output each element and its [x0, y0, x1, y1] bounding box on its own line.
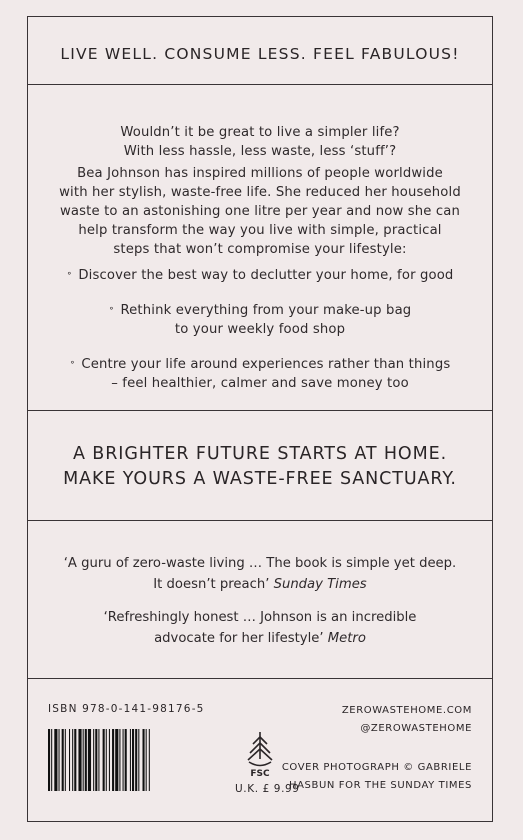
back-cover-frame [27, 16, 493, 822]
bullet-item [28, 300, 492, 339]
barcode-bar [132, 729, 134, 791]
social-handle[interactable]: @ZEROWASTEHOME [360, 723, 472, 734]
barcode-bar [69, 729, 70, 791]
barcode-bar [74, 729, 76, 791]
barcode-bar [51, 729, 52, 791]
quote-source: Metro [327, 631, 366, 646]
barcode-bar [115, 729, 118, 791]
barcode-bar [143, 729, 145, 791]
contact-links [342, 702, 472, 738]
description-paragraph [28, 164, 492, 259]
description-line: help transform the way you live with simple, practical [78, 223, 442, 238]
barcode-bar [130, 729, 131, 791]
bullet-text: Centre your life around experiences rather than things [81, 357, 451, 372]
slogan [28, 442, 492, 492]
barcode-bar [112, 729, 114, 791]
barcode-bar [106, 729, 107, 791]
fsc-logo-icon [241, 729, 279, 779]
barcode-bar [135, 729, 137, 791]
quote-line: advocate for her lifestyle’ [154, 631, 324, 646]
barcode-bar [93, 729, 94, 791]
barcode-bar [149, 729, 150, 791]
quote-source: Sunday Times [273, 577, 367, 592]
review-quote [28, 553, 492, 595]
barcode-bar [138, 729, 139, 791]
tagline: LIVE WELL. CONSUME LESS. FEEL FABULOUS! [60, 45, 460, 63]
photo-credit [282, 759, 472, 795]
barcode-bar [95, 729, 97, 791]
bullet-text: – feel healthier, calmer and save money too [111, 376, 409, 391]
barcode-bar [54, 729, 57, 791]
divider-top [28, 84, 492, 85]
review-quote [28, 607, 492, 649]
bullet-text: to your weekly food shop [174, 322, 346, 337]
barcode-bar [72, 729, 73, 791]
fsc-label: FSC [250, 769, 270, 779]
barcode-bar [59, 729, 60, 791]
intro-line: With less hassle, less waste, less ‘stuff’? [123, 144, 397, 159]
bullet-text: Rethink everything from your make-up bag [120, 303, 412, 318]
bullet-icon: ∘ [66, 269, 73, 279]
barcode-bar [125, 729, 127, 791]
barcode-bar [48, 729, 50, 791]
intro-question [28, 123, 492, 161]
description-line: waste to an astonishing one litre per year and now she can [59, 204, 460, 219]
barcode-bar [123, 729, 124, 791]
barcode-bar [62, 729, 64, 791]
bullet-icon: ∘ [69, 358, 76, 368]
barcode-bar [98, 729, 99, 791]
quote-line: ‘A guru of zero-waste living … The book is simple yet deep. [63, 556, 457, 571]
barcode [48, 729, 230, 791]
barcode-bar [109, 729, 110, 791]
divider-bottom [28, 678, 492, 679]
barcode-bar [88, 729, 91, 791]
slogan-line: A BRIGHTER FUTURE STARTS AT HOME. [72, 444, 448, 464]
bullet-text: Discover the best way to declutter your home, for good [78, 268, 454, 283]
barcode-bar [83, 729, 84, 791]
bullet-item [28, 354, 492, 393]
bullet-icon: ∘ [108, 304, 115, 314]
price: U.K. £ 9.99 [235, 783, 300, 795]
barcode-bar [65, 729, 66, 791]
quote-line: It doesn’t preach’ [153, 577, 270, 592]
credit-line: COVER PHOTOGRAPH © GABRIELE [281, 762, 472, 773]
quote-line: ‘Refreshingly honest … Johnson is an incredible [103, 610, 417, 625]
description-line: with her stylish, waste-free life. She reduced her household [59, 185, 461, 200]
description-line: Bea Johnson has inspired millions of people worldwide [77, 166, 443, 181]
credit-line: HASBUN FOR THE SUNDAY TIMES [289, 780, 472, 791]
divider-lower [28, 520, 492, 521]
description-line: steps that won’t compromise your lifestyle: [113, 242, 407, 257]
barcode-bar [85, 729, 87, 791]
barcode-bar [103, 729, 105, 791]
slogan-line: MAKE YOURS A WASTE-FREE SANCTUARY. [63, 469, 457, 489]
bullet-item [28, 265, 492, 285]
intro-line: Wouldn’t it be great to live a simpler life? [120, 125, 400, 140]
isbn-number: ISBN 978-0-141-98176-5 [48, 703, 205, 715]
website-link[interactable]: ZEROWASTEHOME.COM [341, 705, 472, 716]
barcode-bar [119, 729, 120, 791]
barcode-bar [146, 729, 147, 791]
barcode-bar [78, 729, 81, 791]
divider-middle [28, 410, 492, 411]
